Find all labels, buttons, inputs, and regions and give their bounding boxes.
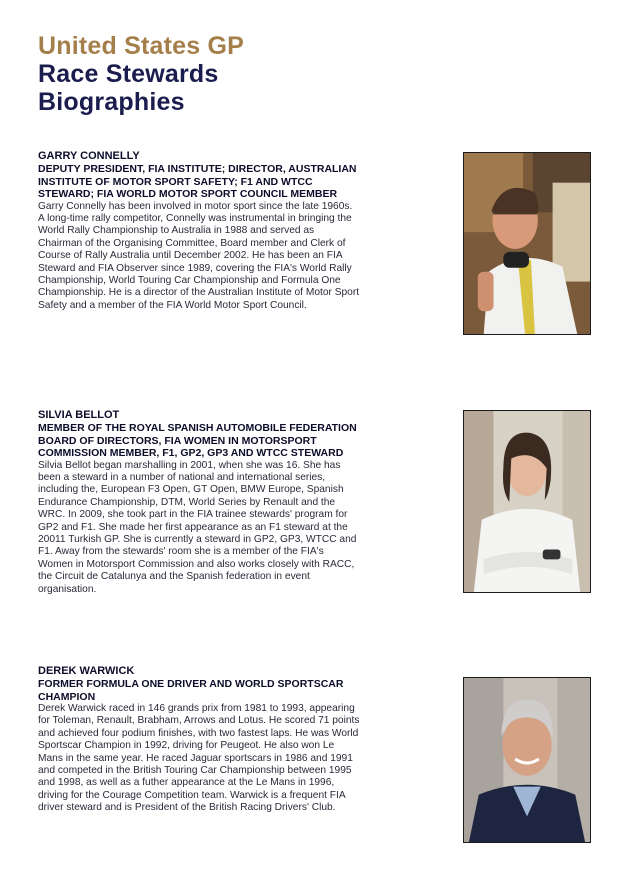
title-line-2: Race Stewards [38, 60, 219, 88]
title-line-3: Biographies [38, 88, 185, 116]
bio-text: Derek Warwick raced in 146 grands prix from 1981 to 1993, appearing for Toleman, Renault, Brabham, Arrows and Lotus. He scored 71 points and achieved four podium finishes, with two fastest laps. He was World Sportscar Champion in 1992, driving for Peugeot. He also won Le Mans in the same year. He raced Jaguar sportscars in 1986 and 1991 and competed in the British Touring Car Championship between 1995 and 1998, as well as a futher appearance at the Le Mans in 1996, driving for the Courage Competition team. Warwick is a frequent FIA driver steward and is President of the British Racing Drivers' Club. [38, 703, 360, 814]
bio-text: Silvia Bellot began marshalling in 2001, when she was 16. She has been a steward in a number of national and international series, including the, European F3 Open, GT Open, BMW Europe, Spanish Endurance Championship, DTM, World Series by Renault and the WRC. In 2009, she took part in the FIA trainee stewards' program for GP2 and F1. She made her first appearance as an F1 steward at the 20011 Turkish GP. She is currently a steward in GP2, GP3, WTCC and F1. Away from the stewards' room she is a member of the FIA's Women in Motorsport Commission and also works closely with RACC, the Circuit de Catalunya and the Spanish federation in event organisation. [38, 459, 357, 595]
bio-derek-warwick [38, 665, 368, 815]
bio-text: Garry Connelly has been involved in motor sport since the late 1960s. A long-time rally competitor, Connelly was instrumental in bringing the World Rally Championship to Australia in 1988 and served as Chairman of the Organising Committee, Board member and Clerk of Course of Rally Australia until December 2002. He has been an FIA Steward and FIA Observer since 1989, covering the FIA's World Rally Championship, World Touring Car Championship and Formula One Championship. He is a director of the Australian Institute of Motor Sport Safety and a member of the FIA World Motor Sport Council. [38, 200, 360, 311]
bio-name: GARRY CONNELLY [38, 150, 140, 162]
bio-name: DEREK WARWICK [38, 665, 135, 677]
photo-silvia-bellot [463, 410, 591, 593]
photo-derek-warwick [463, 677, 591, 843]
bio-garry-connelly [38, 150, 368, 312]
photo-garry-connelly [463, 152, 591, 335]
bio-role: MEMBER OF THE ROYAL SPANISH AUTOMOBILE FEDERATION BOARD OF DIRECTORS, FIA WOMEN IN MOTORSPORT COMMISSION MEMBER, F1, GP2, GP3 AND WTCC STEWARD [38, 422, 357, 459]
page-header [38, 32, 244, 116]
title-line-1: United States GP [38, 32, 245, 60]
bio-name: SILVIA BELLOT [38, 409, 120, 421]
bio-role: FORMER FORMULA ONE DRIVER AND WORLD SPORTSCAR CHAMPION [38, 678, 344, 703]
bio-silvia-bellot [38, 409, 368, 596]
bio-role: DEPUTY PRESIDENT, FIA INSTITUTE; DIRECTOR, AUSTRALIAN INSTITUTE OF MOTOR SPORT SAFETY; F1 AND WTCC STEWARD; FIA WORLD MOTOR SPORT COUNCIL MEMBER [38, 163, 357, 200]
